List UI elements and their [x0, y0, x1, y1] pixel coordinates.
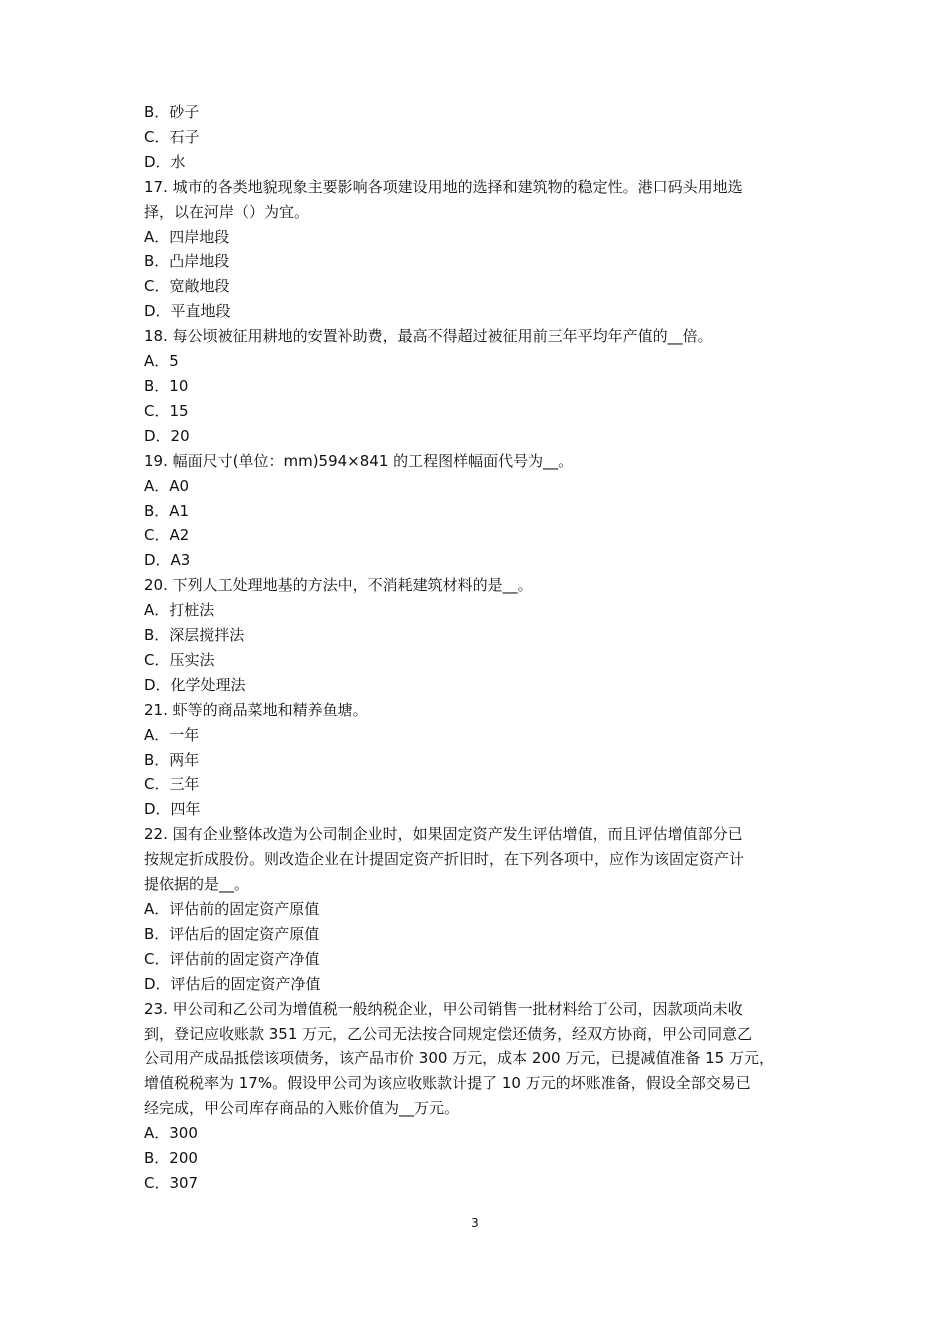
- answer-option: B．10: [144, 376, 189, 395]
- question-text-line: 到，登记应收账款 351 万元，乙公司无法按合同规定偿还债务，经双方协商，甲公司同意乙: [144, 1024, 753, 1043]
- answer-option: C．评估前的固定资产净值: [144, 949, 320, 968]
- answer-option: C．宽敞地段: [144, 277, 230, 296]
- answer-option: B．两年: [144, 750, 200, 769]
- question-text-line: 23. 甲公司和乙公司为增值税一般纳税企业，甲公司销售一批材料给丁公司，因款项尚未收: [144, 999, 743, 1018]
- question-text-line: 经完成，甲公司库存商品的入账价值为__万元。: [144, 1099, 460, 1118]
- page-content: [144, 100, 824, 1196]
- answer-option: D．水: [144, 152, 186, 171]
- answer-option: B．A1: [144, 501, 190, 520]
- answer-option: C．307: [144, 1173, 199, 1192]
- answer-option: A．一年: [144, 725, 200, 744]
- question-text-line: 19. 幅面尺寸(单位：mm)594×841 的工程图样幅面代号为__。: [144, 451, 574, 470]
- question-text-line: 增值税税率为 17%。假设甲公司为该应收账款计提了 10 万元的坏账准备，假设全部交易已: [144, 1074, 751, 1093]
- answer-option: D．四年: [144, 800, 201, 819]
- answer-option: B．200: [144, 1149, 198, 1168]
- answer-option: B．砂子: [144, 103, 200, 121]
- answer-option: A．打桩法: [144, 601, 215, 620]
- question-text-line: 按规定折成股份。则改造企业在计提固定资产折旧时，在下列各项中，应作为该固定资产计: [144, 850, 745, 869]
- question-text-line: 20. 下列人工处理地基的方法中，不消耗建筑材料的是__。: [144, 576, 533, 595]
- answer-option: A．A0: [144, 476, 190, 495]
- question-text-line: 公司用产成品抵偿该项债务，该产品市价 300 万元，成本 200 万元，已提减值准备 15 万元，: [144, 1049, 774, 1068]
- answer-option: D．评估后的固定资产净值: [144, 974, 321, 993]
- answer-option: A．5: [144, 352, 179, 371]
- answer-option: A．评估前的固定资产原值: [144, 900, 320, 918]
- answer-option: D．化学处理法: [144, 675, 246, 694]
- answer-option: C．A2: [144, 526, 190, 545]
- answer-option: B．评估后的固定资产原值: [144, 924, 320, 943]
- question-text-line: 择，以在河岸（）为宜。: [144, 202, 310, 221]
- answer-option: C．石子: [144, 127, 200, 146]
- answer-option: C．15: [144, 401, 189, 420]
- answer-option: B．深层搅拌法: [144, 626, 245, 645]
- answer-option: A．300: [144, 1124, 198, 1143]
- answer-option: B．凸岸地段: [144, 252, 230, 271]
- answer-option: D．A3: [144, 551, 191, 570]
- question-text-line: 22. 国有企业整体改造为公司制企业时，如果固定资产发生评估增值，而且评估增值部分已: [144, 825, 743, 844]
- question-text-line: 17. 城市的各类地貌现象主要影响各项建设用地的选择和建筑物的稳定性。港口码头用地选: [144, 177, 743, 196]
- answer-option: C．三年: [144, 775, 200, 794]
- answer-option: A．四岸地段: [144, 227, 230, 246]
- page-number: 3: [471, 1216, 479, 1230]
- question-text-line: 21. 虾等的商品菜地和精养鱼塘。: [144, 700, 368, 719]
- answer-option: D．20: [144, 426, 190, 445]
- question-text-line: 提依据的是__。: [144, 875, 250, 894]
- answer-option: D．平直地段: [144, 302, 231, 321]
- answer-option: C．压实法: [144, 650, 215, 669]
- question-text-line: 18. 每公顷被征用耕地的安置补助费，最高不得超过被征用前三年平均年产值的__倍。: [144, 327, 713, 346]
